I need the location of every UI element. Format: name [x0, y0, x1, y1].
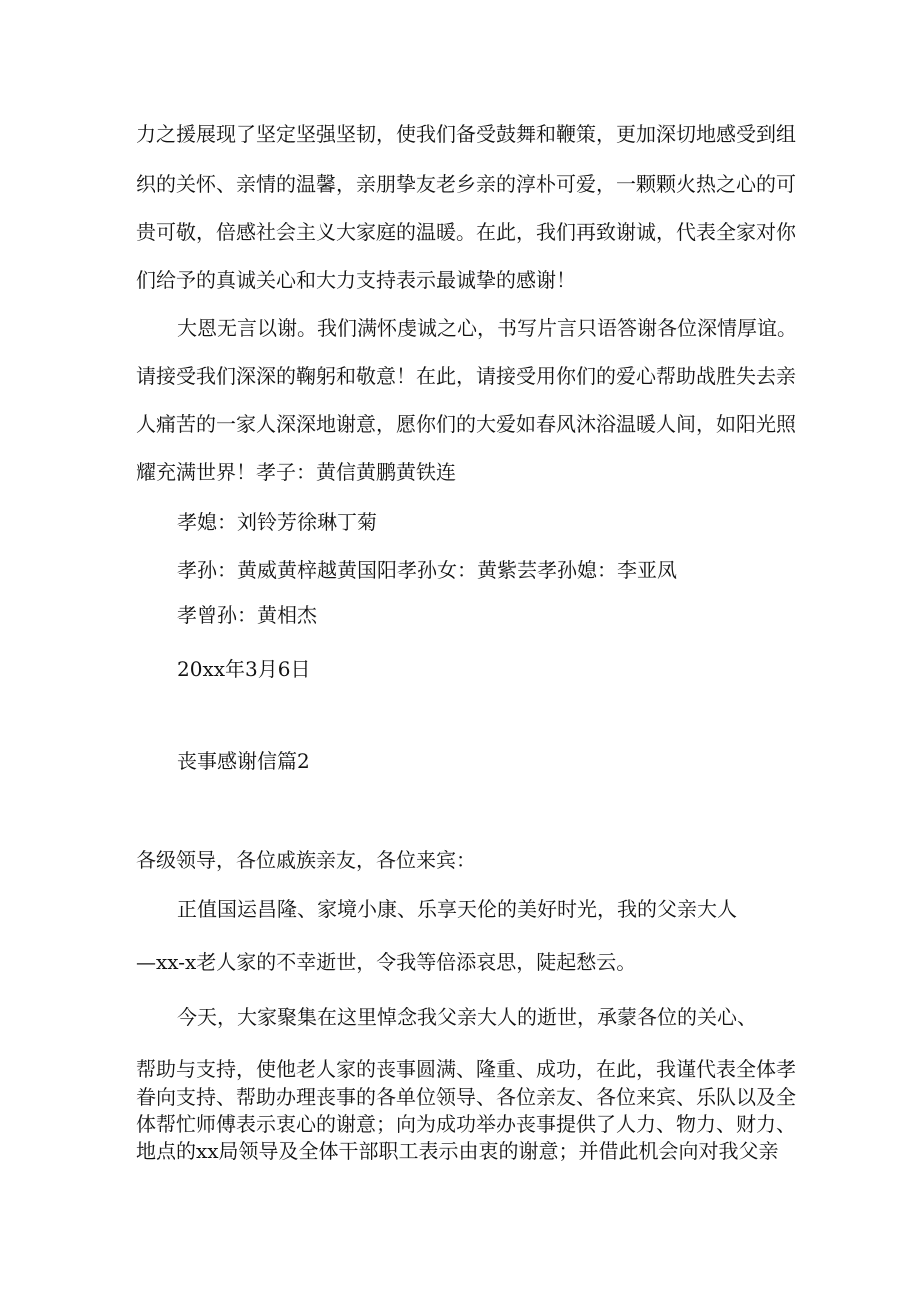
daughters-in-law-line: 孝媳：刘铃芳徐琳丁菊: [177, 510, 377, 534]
grandchildren-line: 孝孙：黄威黄梓越黄国阳孝孙女：黄紫芸孝孙媳：李亚凤: [177, 558, 677, 582]
paragraph-3-line-2: —xx-x老人家的不幸逝世，令我等倍添哀思，陡起愁云。: [136, 950, 637, 974]
paragraph-2-line-1: 大恩无言以谢。我们满怀虔诚之心，书写片言只语答谢各位深情厚谊。: [177, 316, 797, 340]
paragraph-4-line-5: 地点的xx局领导及全体干部职工表示由衷的谢意；并借此机会向对我父亲: [136, 1139, 779, 1163]
paragraph-1-line-3: 贵可敬，倍感社会主义大家庭的温暖。在此，我们再致谢诚，代表全家对你: [136, 220, 796, 244]
great-grandson-line: 孝曾孙：黄相杰: [177, 603, 317, 627]
paragraph-4-line-3: 眷向支持、帮助办理丧事的各单位领导、各位亲友、各位来宾、乐队以及全: [136, 1085, 796, 1109]
paragraph-2-line-4: 耀充满世界！孝子：黄信黄鹏黄铁连: [136, 460, 456, 484]
letter-date: 20xx年3月6日: [177, 657, 311, 681]
paragraph-1-line-2: 织的关怀、亲情的温馨，亲朋挚友老乡亲的淳朴可爱，一颗颗火热之心的可: [136, 172, 796, 196]
paragraph-4-line-4: 体帮忙师傅表示衷心的谢意；向为成功举办丧事提供了人力、物力、财力、: [136, 1112, 796, 1136]
paragraph-4-line-2: 帮助与支持，使他老人家的丧事圆满、隆重、成功，在此，我谨代表全体孝: [136, 1057, 796, 1081]
paragraph-1-line-4: 们给予的真诚关心和大力支持表示最诚挚的感谢！: [136, 268, 576, 292]
paragraph-4-line-1: 今天，大家聚集在这里悼念我父亲大人的逝世，承蒙各位的关心、: [177, 1005, 757, 1029]
paragraph-2-line-2: 请接受我们深深的鞠躬和敬意！在此，请接受用你们的爱心帮助战胜失去亲: [136, 364, 796, 388]
section-title: 丧事感谢信篇2: [177, 749, 310, 773]
paragraph-1-line-1: 力之援展现了坚定坚强坚韧，使我们备受鼓舞和鞭策，更加深切地感受到组: [136, 122, 796, 146]
paragraph-3-line-1: 正值国运昌隆、家境小康、乐享天伦的美好时光，我的父亲大人: [177, 897, 737, 921]
paragraph-2-line-3: 人痛苦的一家人深深地谢意，愿你们的大爱如春风沐浴温暖人间，如阳光照: [136, 412, 796, 436]
salutation: 各级领导，各位戚族亲友，各位来宾：: [136, 848, 476, 872]
